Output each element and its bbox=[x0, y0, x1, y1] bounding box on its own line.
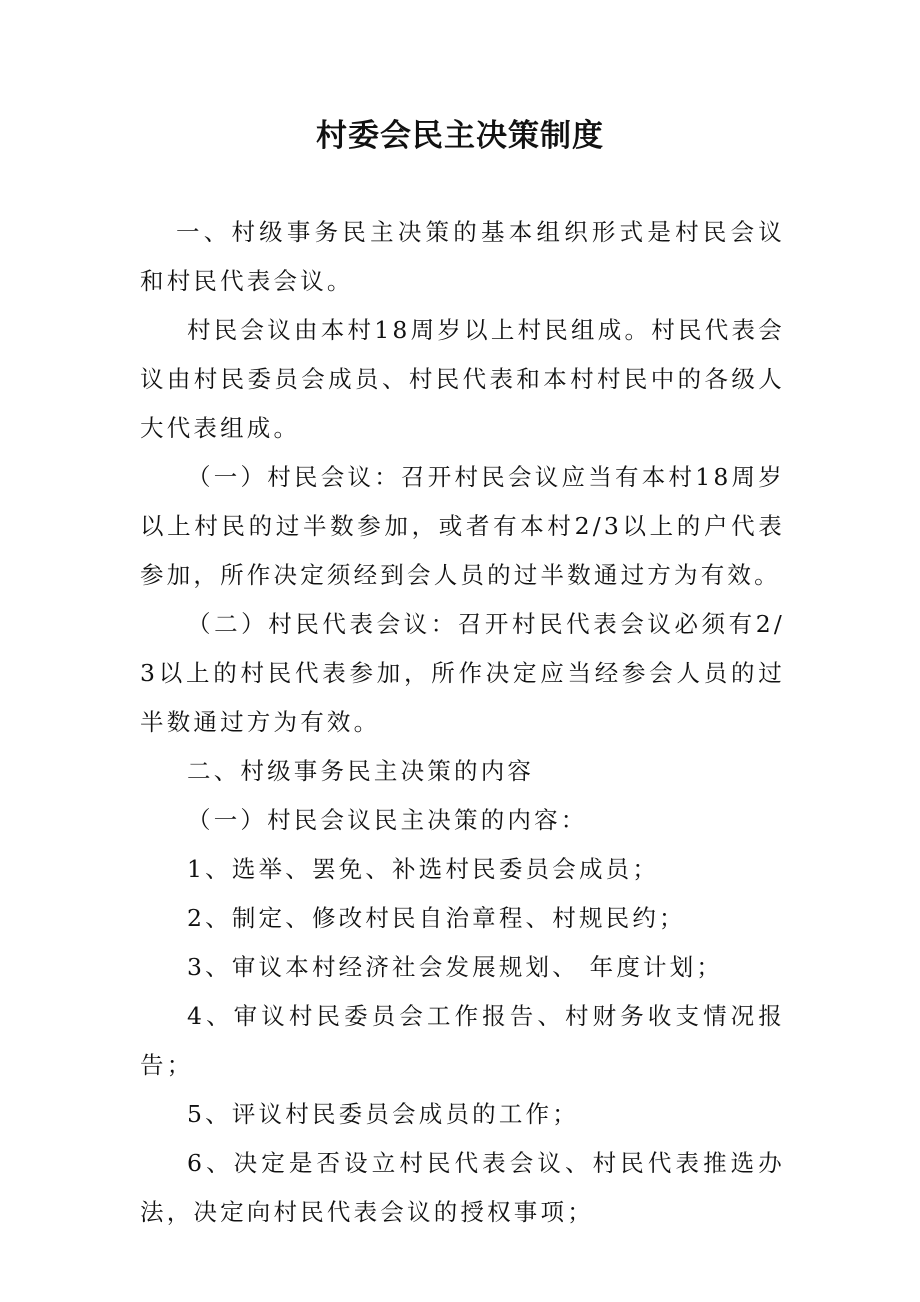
list-item-4: 4、审议村民委员会工作报告、村财务收支情况报告； bbox=[140, 1002, 785, 1079]
paragraph-2: 村民会议由本村18周岁以上村民组成。村民代表会议由村民委员会成员、村民代表和本村村民中的各级人大代表组成。 bbox=[140, 316, 785, 442]
list-item-3: 3、审议本村经济社会发展规划、 年度计划； bbox=[187, 953, 724, 981]
list-item-5: 5、评议村民委员会成员的工作； bbox=[187, 1100, 579, 1128]
paragraph-6: （一）村民会议民主决策的内容： bbox=[187, 806, 588, 834]
list-item-2: 2、制定、修改村民自治章程、村规民约； bbox=[187, 904, 686, 932]
paragraph-1: 一、村级事务民主决策的基本组织形式是村民会议和村民代表会议。 bbox=[140, 218, 785, 295]
paragraph-5: 二、村级事务民主决策的内容 bbox=[187, 757, 535, 785]
list-item-1: 1、选举、罢免、补选村民委员会成员； bbox=[187, 855, 660, 883]
list-item-6: 6、决定是否设立村民代表会议、村民代表推选办法，决定向村民代表会议的授权事项； bbox=[140, 1149, 785, 1226]
paragraph-4: （二）村民代表会议：召开村民代表会议必须有2/3以上的村民代表参加，所作决定应当经参会人员的过半数通过方为有效。 bbox=[140, 610, 785, 736]
document-body bbox=[140, 208, 785, 1237]
document-title: 村委会民主决策制度 bbox=[316, 118, 604, 154]
paragraph-3: （一）村民会议：召开村民会议应当有本村18周岁以上村民的过半数参加，或者有本村2/3以上的户代表参加，所作决定须经到会人员的过半数通过方为有效。 bbox=[140, 463, 785, 589]
